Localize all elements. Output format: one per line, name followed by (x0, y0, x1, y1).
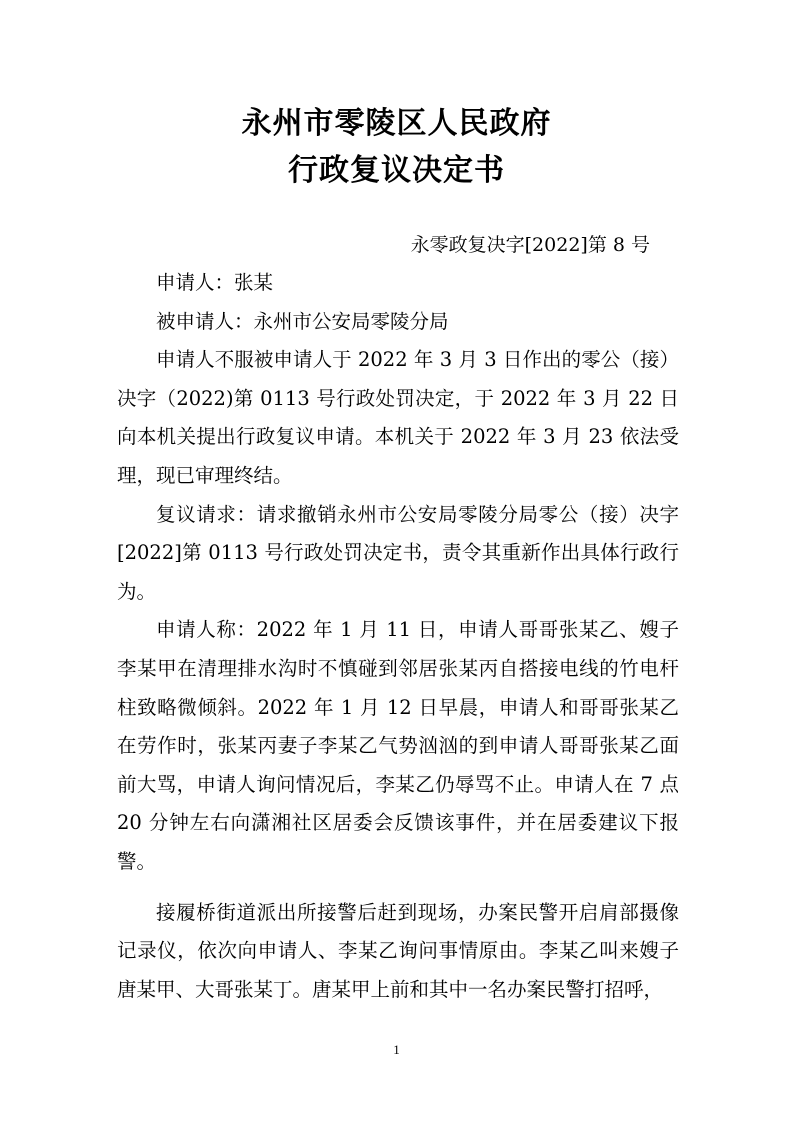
applicant-line: 申请人：张某 (156, 271, 274, 294)
document-number: 永零政复决字[2022]第 8 号 (410, 234, 650, 256)
case-summary-paragraph: 申请人不服被申请人于 2022 年 3 月 3 日作出的零公（接）决字（2022)第 0113 号行政处罚决定，于 2022 年 3 月 22 日向本机关提出行政复议申请。本机关于 2022 年 3 月 23 依法受理，现已审理终结。 (117, 348, 679, 487)
document-title-line2: 行政复议决定书 (288, 153, 505, 188)
document-title-line1: 永州市零陵区人民政府 (241, 106, 552, 141)
page-number: 1 (393, 1042, 400, 1057)
document-body (117, 264, 679, 1009)
respondent-line: 被申请人：永州市公安局零陵分局 (156, 309, 449, 333)
review-request-paragraph: 复议请求：请求撤销永州市公安局零陵分局零公（接）决字[2022]第 0113 号行政处罚决定书，责令其重新作出具体行政行为。 (117, 502, 679, 603)
applicant-statement-paragraph: 申请人称：2022 年 1 月 11 日，申请人哥哥张某乙、嫂子李某甲在清理排水沟时不慎碰到邻居张某丙自搭接电线的竹电杆柱致略微倾斜。2022 年 1 月 12 日早晨，申请人和哥哥张某乙在劳作时，张某丙妻子李某乙气势汹汹的到申请人哥哥张某乙面前大骂，申请人询问情况后，李某乙仍辱骂不止。申请人在 7 点 20 分钟左右向潇湘社区居委会反馈该事件，并在居委建议下报警。 (117, 618, 679, 873)
police-response-paragraph: 接履桥街道派出所接警后赶到现场，办案民警开启肩部摄像记录仪，依次向申请人、李某乙询问事情原由。李某乙叫来嫂子唐某甲、大哥张某丁。唐某甲上前和其中一名办案民警打招呼， (117, 900, 679, 1001)
